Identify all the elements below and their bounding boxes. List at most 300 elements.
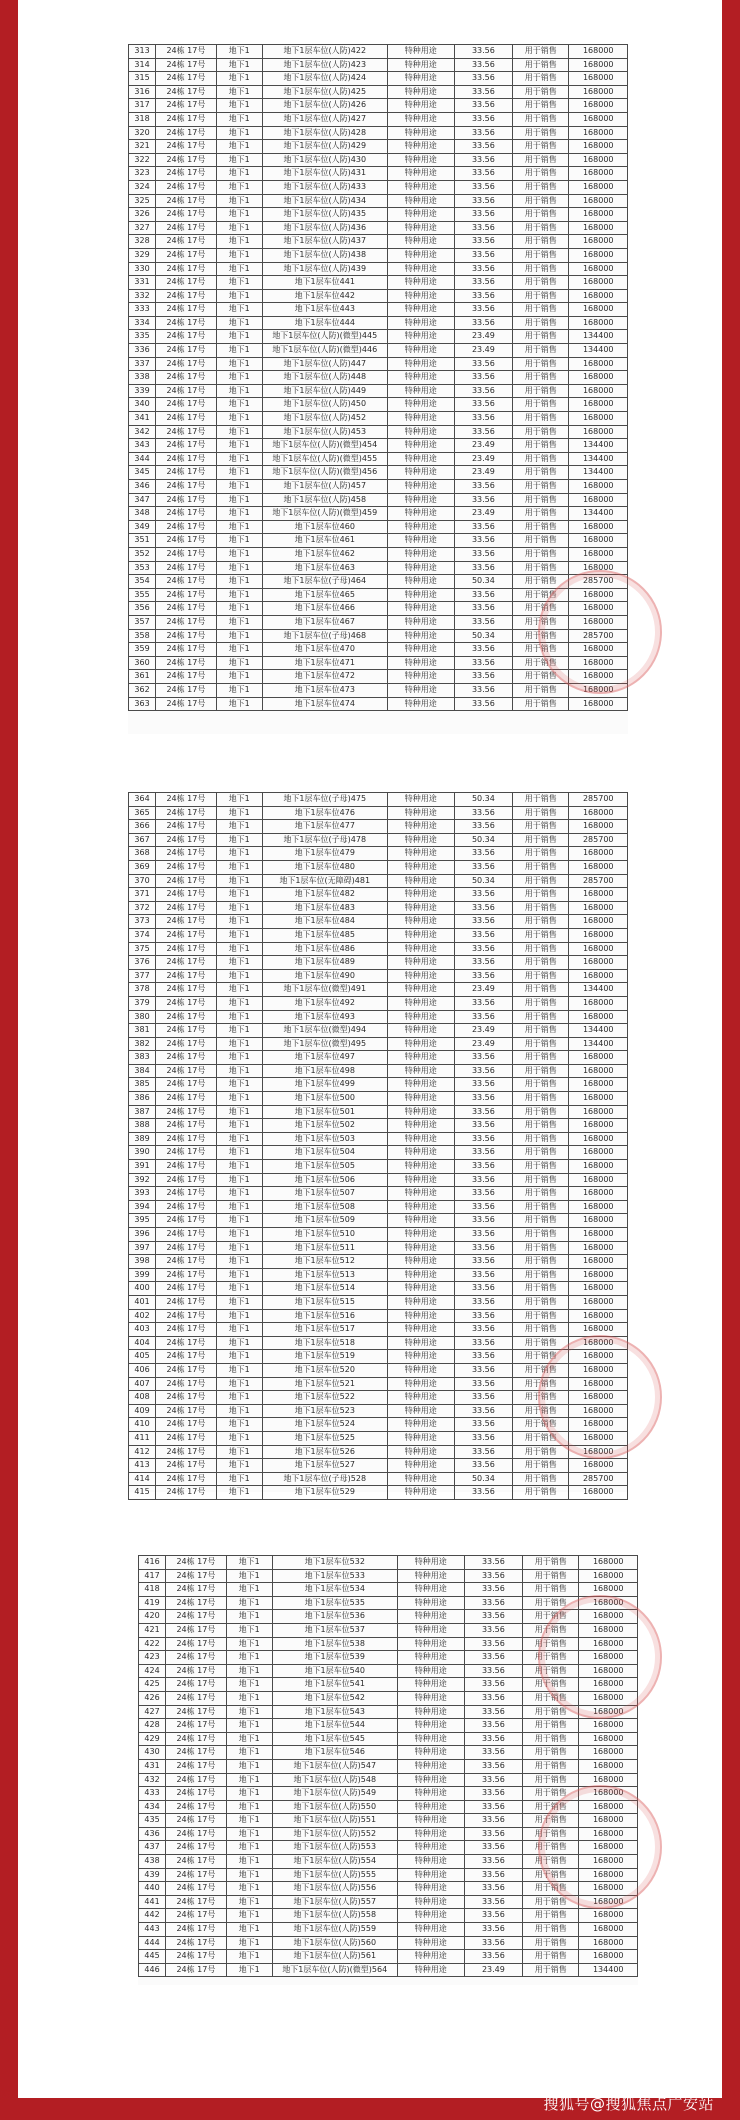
cell-price: 134400 bbox=[569, 466, 628, 480]
cell-usage-type: 特种用途 bbox=[387, 1214, 454, 1228]
table-row bbox=[139, 1596, 638, 1610]
cell-area: 33.56 bbox=[454, 1377, 512, 1391]
cell-usage-type: 特种用途 bbox=[387, 194, 454, 208]
cell-price: 168000 bbox=[569, 956, 628, 970]
cell-sale-status: 用于销售 bbox=[513, 452, 569, 466]
cell-space-name: 地下1层车位441 bbox=[262, 276, 387, 290]
cell-row-number: 369 bbox=[129, 860, 156, 874]
cell-row-number: 332 bbox=[129, 289, 156, 303]
cell-building: 24栋 17号 bbox=[156, 670, 217, 684]
cell-row-number: 436 bbox=[139, 1827, 166, 1841]
cell-usage-type: 特种用途 bbox=[387, 1445, 454, 1459]
cell-building: 24栋 17号 bbox=[156, 1459, 217, 1473]
table-row bbox=[129, 806, 628, 820]
cell-floor: 地下1 bbox=[216, 697, 262, 711]
cell-floor: 地下1 bbox=[216, 180, 262, 194]
table-row bbox=[129, 942, 628, 956]
cell-usage-type: 特种用途 bbox=[387, 1078, 454, 1092]
cell-usage-type: 特种用途 bbox=[397, 1936, 464, 1950]
cell-sale-status: 用于销售 bbox=[523, 1705, 579, 1719]
cell-sale-status: 用于销售 bbox=[523, 1569, 579, 1583]
table-row bbox=[139, 1719, 638, 1733]
cell-row-number: 356 bbox=[129, 602, 156, 616]
cell-price: 168000 bbox=[569, 1160, 628, 1174]
cell-area: 33.56 bbox=[454, 602, 512, 616]
cell-sale-status: 用于销售 bbox=[523, 1936, 579, 1950]
cell-sale-status: 用于销售 bbox=[523, 1719, 579, 1733]
cell-space-name: 地下1层车位466 bbox=[262, 602, 387, 616]
table-row bbox=[129, 629, 628, 643]
cell-floor: 地下1 bbox=[226, 1868, 272, 1882]
cell-price: 168000 bbox=[569, 357, 628, 371]
cell-space-name: 地下1层车位(人防)457 bbox=[262, 480, 387, 494]
cell-sale-status: 用于销售 bbox=[513, 1472, 569, 1486]
cell-area: 33.56 bbox=[454, 112, 512, 126]
table-row bbox=[129, 1051, 628, 1065]
cell-sale-status: 用于销售 bbox=[513, 534, 569, 548]
cell-space-name: 地下1层车位490 bbox=[262, 969, 387, 983]
cell-row-number: 324 bbox=[129, 180, 156, 194]
cell-area: 33.56 bbox=[454, 493, 512, 507]
cell-space-name: 地下1层车位472 bbox=[262, 670, 387, 684]
cell-space-name: 地下1层车位443 bbox=[262, 303, 387, 317]
cell-floor: 地下1 bbox=[216, 480, 262, 494]
table-row bbox=[129, 820, 628, 834]
cell-sale-status: 用于销售 bbox=[513, 480, 569, 494]
cell-area: 33.56 bbox=[464, 1800, 522, 1814]
cell-usage-type: 特种用途 bbox=[387, 1024, 454, 1038]
cell-area: 23.49 bbox=[454, 1024, 512, 1038]
cell-row-number: 435 bbox=[139, 1814, 166, 1828]
table-row bbox=[139, 1569, 638, 1583]
cell-usage-type: 特种用途 bbox=[397, 1569, 464, 1583]
cell-sale-status: 用于销售 bbox=[523, 1596, 579, 1610]
cell-area: 33.56 bbox=[454, 371, 512, 385]
cell-sale-status: 用于销售 bbox=[513, 1105, 569, 1119]
cell-floor: 地下1 bbox=[216, 99, 262, 113]
cell-row-number: 333 bbox=[129, 303, 156, 317]
cell-row-number: 351 bbox=[129, 534, 156, 548]
cell-sale-status: 用于销售 bbox=[523, 1691, 579, 1705]
cell-usage-type: 特种用途 bbox=[387, 303, 454, 317]
cell-space-name: 地下1层车位(人防)458 bbox=[262, 493, 387, 507]
cell-floor: 地下1 bbox=[226, 1923, 272, 1937]
cell-area: 33.56 bbox=[464, 1719, 522, 1733]
table-row bbox=[129, 384, 628, 398]
cell-building: 24栋 17号 bbox=[166, 1895, 227, 1909]
cell-building: 24栋 17号 bbox=[156, 1391, 217, 1405]
cell-sale-status: 用于销售 bbox=[513, 303, 569, 317]
cell-price: 168000 bbox=[569, 1268, 628, 1282]
cell-area: 23.49 bbox=[454, 439, 512, 453]
cell-price: 168000 bbox=[579, 1895, 638, 1909]
cell-area: 33.56 bbox=[454, 1051, 512, 1065]
cell-sale-status: 用于销售 bbox=[513, 330, 569, 344]
cell-sale-status: 用于销售 bbox=[513, 615, 569, 629]
cell-space-name: 地下1层车位505 bbox=[262, 1160, 387, 1174]
cell-price: 168000 bbox=[569, 140, 628, 154]
cell-building: 24栋 17号 bbox=[156, 1024, 217, 1038]
cell-floor: 地下1 bbox=[216, 384, 262, 398]
cell-price: 168000 bbox=[569, 1146, 628, 1160]
cell-usage-type: 特种用途 bbox=[387, 1037, 454, 1051]
cell-floor: 地下1 bbox=[226, 1827, 272, 1841]
cell-price: 134400 bbox=[569, 452, 628, 466]
table-row bbox=[139, 1623, 638, 1637]
document-page-2 bbox=[128, 792, 628, 1497]
cell-floor: 地下1 bbox=[216, 588, 262, 602]
cell-usage-type: 特种用途 bbox=[387, 1051, 454, 1065]
cell-row-number: 364 bbox=[129, 793, 156, 807]
cell-row-number: 441 bbox=[139, 1895, 166, 1909]
cell-building: 24栋 17号 bbox=[156, 1309, 217, 1323]
cell-space-name: 地下1层车位(子母)475 bbox=[262, 793, 387, 807]
cell-floor: 地下1 bbox=[226, 1841, 272, 1855]
cell-row-number: 353 bbox=[129, 561, 156, 575]
cell-row-number: 384 bbox=[129, 1064, 156, 1078]
cell-area: 33.56 bbox=[454, 412, 512, 426]
cell-space-name: 地下1层车位(人防)438 bbox=[262, 248, 387, 262]
cell-building: 24栋 17号 bbox=[156, 1241, 217, 1255]
cell-area: 33.56 bbox=[454, 194, 512, 208]
cell-floor: 地下1 bbox=[216, 1336, 262, 1350]
cell-building: 24栋 17号 bbox=[166, 1637, 227, 1651]
cell-area: 33.56 bbox=[454, 248, 512, 262]
cell-floor: 地下1 bbox=[216, 1445, 262, 1459]
cell-row-number: 345 bbox=[129, 466, 156, 480]
cell-usage-type: 特种用途 bbox=[387, 888, 454, 902]
cell-sale-status: 用于销售 bbox=[513, 1064, 569, 1078]
cell-space-name: 地下1层车位512 bbox=[262, 1255, 387, 1269]
cell-row-number: 358 bbox=[129, 629, 156, 643]
cell-sale-status: 用于销售 bbox=[513, 793, 569, 807]
cell-space-name: 地下1层车位536 bbox=[272, 1610, 397, 1624]
cell-sale-status: 用于销售 bbox=[513, 683, 569, 697]
cell-building: 24栋 17号 bbox=[166, 1827, 227, 1841]
table-row bbox=[139, 1691, 638, 1705]
cell-building: 24栋 17号 bbox=[156, 588, 217, 602]
cell-area: 33.56 bbox=[454, 480, 512, 494]
cell-price: 168000 bbox=[579, 1651, 638, 1665]
cell-space-name: 地下1层车位(人防)(微型)455 bbox=[262, 452, 387, 466]
cell-building: 24栋 17号 bbox=[156, 1132, 217, 1146]
cell-building: 24栋 17号 bbox=[156, 1146, 217, 1160]
cell-space-name: 地下1层车位(人防)429 bbox=[262, 140, 387, 154]
cell-usage-type: 特种用途 bbox=[387, 942, 454, 956]
cell-row-number: 328 bbox=[129, 235, 156, 249]
cell-floor: 地下1 bbox=[216, 1160, 262, 1174]
cell-building: 24栋 17号 bbox=[156, 575, 217, 589]
cell-space-name: 地下1层车位510 bbox=[262, 1228, 387, 1242]
cell-usage-type: 特种用途 bbox=[387, 384, 454, 398]
cell-floor: 地下1 bbox=[226, 1773, 272, 1787]
cell-floor: 地下1 bbox=[216, 412, 262, 426]
cell-building: 24栋 17号 bbox=[156, 316, 217, 330]
cell-sale-status: 用于销售 bbox=[513, 1268, 569, 1282]
cell-row-number: 355 bbox=[129, 588, 156, 602]
table-row bbox=[129, 888, 628, 902]
cell-building: 24栋 17号 bbox=[156, 806, 217, 820]
cell-building: 24栋 17号 bbox=[156, 1404, 217, 1418]
cell-floor: 地下1 bbox=[216, 928, 262, 942]
cell-usage-type: 特种用途 bbox=[387, 588, 454, 602]
cell-price: 285700 bbox=[569, 1472, 628, 1486]
cell-row-number: 331 bbox=[129, 276, 156, 290]
cell-usage-type: 特种用途 bbox=[387, 85, 454, 99]
cell-row-number: 424 bbox=[139, 1664, 166, 1678]
cell-building: 24栋 17号 bbox=[156, 1200, 217, 1214]
table-row bbox=[129, 45, 628, 59]
table-row bbox=[129, 1431, 628, 1445]
cell-area: 33.56 bbox=[454, 956, 512, 970]
cell-price: 168000 bbox=[579, 1746, 638, 1760]
cell-price: 285700 bbox=[569, 833, 628, 847]
cell-building: 24栋 17号 bbox=[166, 1569, 227, 1583]
cell-floor: 地下1 bbox=[226, 1651, 272, 1665]
cell-usage-type: 特种用途 bbox=[387, 1391, 454, 1405]
cell-floor: 地下1 bbox=[216, 1064, 262, 1078]
cell-floor: 地下1 bbox=[216, 643, 262, 657]
cell-row-number: 378 bbox=[129, 983, 156, 997]
cell-floor: 地下1 bbox=[216, 915, 262, 929]
cell-sale-status: 用于销售 bbox=[513, 942, 569, 956]
cell-building: 24栋 17号 bbox=[166, 1787, 227, 1801]
cell-price: 134400 bbox=[569, 1037, 628, 1051]
cell-price: 168000 bbox=[579, 1610, 638, 1624]
table-row bbox=[129, 860, 628, 874]
cell-floor: 地下1 bbox=[216, 547, 262, 561]
cell-sale-status: 用于销售 bbox=[513, 1092, 569, 1106]
cell-space-name: 地下1层车位(人防)551 bbox=[272, 1814, 397, 1828]
cell-row-number: 363 bbox=[129, 697, 156, 711]
cell-usage-type: 特种用途 bbox=[397, 1583, 464, 1597]
table-row bbox=[129, 344, 628, 358]
cell-building: 24栋 17号 bbox=[166, 1596, 227, 1610]
table-row bbox=[129, 99, 628, 113]
cell-building: 24栋 17号 bbox=[156, 1187, 217, 1201]
cell-floor: 地下1 bbox=[216, 1350, 262, 1364]
cell-space-name: 地下1层车位540 bbox=[272, 1664, 397, 1678]
cell-usage-type: 特种用途 bbox=[387, 1323, 454, 1337]
cell-usage-type: 特种用途 bbox=[387, 915, 454, 929]
cell-area: 23.49 bbox=[454, 330, 512, 344]
table-row bbox=[139, 1556, 638, 1570]
cell-usage-type: 特种用途 bbox=[387, 1187, 454, 1201]
cell-row-number: 313 bbox=[129, 45, 156, 59]
cell-price: 168000 bbox=[569, 1092, 628, 1106]
cell-space-name: 地下1层车位532 bbox=[272, 1556, 397, 1570]
cell-space-name: 地下1层车位(人防)422 bbox=[262, 45, 387, 59]
cell-sale-status: 用于销售 bbox=[513, 221, 569, 235]
cell-building: 24栋 17号 bbox=[156, 208, 217, 222]
cell-usage-type: 特种用途 bbox=[387, 167, 454, 181]
cell-floor: 地下1 bbox=[216, 561, 262, 575]
cell-sale-status: 用于销售 bbox=[513, 1228, 569, 1242]
table-row bbox=[129, 520, 628, 534]
cell-area: 33.56 bbox=[454, 915, 512, 929]
cell-price: 168000 bbox=[569, 85, 628, 99]
cell-space-name: 地下1层车位(微型)491 bbox=[262, 983, 387, 997]
cell-usage-type: 特种用途 bbox=[387, 480, 454, 494]
cell-sale-status: 用于销售 bbox=[523, 1909, 579, 1923]
cell-sale-status: 用于销售 bbox=[513, 602, 569, 616]
cell-area: 33.56 bbox=[454, 847, 512, 861]
cell-area: 23.49 bbox=[454, 344, 512, 358]
cell-price: 168000 bbox=[569, 384, 628, 398]
cell-floor: 地下1 bbox=[226, 1963, 272, 1977]
cell-area: 33.56 bbox=[464, 1596, 522, 1610]
cell-area: 33.56 bbox=[454, 1255, 512, 1269]
cell-usage-type: 特种用途 bbox=[397, 1895, 464, 1909]
cell-building: 24栋 17号 bbox=[156, 874, 217, 888]
table-row bbox=[129, 140, 628, 154]
cell-floor: 地下1 bbox=[226, 1569, 272, 1583]
cell-row-number: 394 bbox=[129, 1200, 156, 1214]
cell-sale-status: 用于销售 bbox=[513, 1241, 569, 1255]
cell-price: 168000 bbox=[569, 412, 628, 426]
table-row bbox=[129, 575, 628, 589]
table-row bbox=[129, 303, 628, 317]
cell-price: 168000 bbox=[579, 1691, 638, 1705]
cell-area: 33.56 bbox=[454, 1459, 512, 1473]
table-row bbox=[129, 1119, 628, 1133]
cell-row-number: 368 bbox=[129, 847, 156, 861]
table-row bbox=[129, 1024, 628, 1038]
cell-usage-type: 特种用途 bbox=[387, 561, 454, 575]
cell-building: 24栋 17号 bbox=[156, 1119, 217, 1133]
cell-building: 24栋 17号 bbox=[156, 439, 217, 453]
cell-space-name: 地下1层车位497 bbox=[262, 1051, 387, 1065]
cell-price: 168000 bbox=[569, 480, 628, 494]
cell-area: 33.56 bbox=[454, 425, 512, 439]
table-row bbox=[129, 248, 628, 262]
cell-sale-status: 用于销售 bbox=[523, 1746, 579, 1760]
cell-floor: 地下1 bbox=[216, 452, 262, 466]
cell-area: 33.56 bbox=[454, 683, 512, 697]
cell-area: 33.56 bbox=[454, 1105, 512, 1119]
cell-floor: 地下1 bbox=[216, 820, 262, 834]
cell-floor: 地下1 bbox=[216, 371, 262, 385]
cell-sale-status: 用于销售 bbox=[513, 439, 569, 453]
cell-row-number: 398 bbox=[129, 1255, 156, 1269]
table-row bbox=[129, 1295, 628, 1309]
cell-price: 168000 bbox=[579, 1909, 638, 1923]
cell-building: 24栋 17号 bbox=[156, 398, 217, 412]
cell-usage-type: 特种用途 bbox=[387, 276, 454, 290]
cell-price: 168000 bbox=[569, 928, 628, 942]
cell-floor: 地下1 bbox=[216, 344, 262, 358]
cell-usage-type: 特种用途 bbox=[387, 996, 454, 1010]
cell-usage-type: 特种用途 bbox=[387, 860, 454, 874]
cell-sale-status: 用于销售 bbox=[513, 153, 569, 167]
cell-space-name: 地下1层车位484 bbox=[262, 915, 387, 929]
cell-building: 24栋 17号 bbox=[156, 1445, 217, 1459]
cell-row-number: 403 bbox=[129, 1323, 156, 1337]
cell-area: 33.56 bbox=[454, 1418, 512, 1432]
cell-floor: 地下1 bbox=[216, 1024, 262, 1038]
cell-sale-status: 用于销售 bbox=[513, 167, 569, 181]
cell-space-name: 地下1层车位(人防)426 bbox=[262, 99, 387, 113]
cell-floor: 地下1 bbox=[226, 1855, 272, 1869]
cell-price: 168000 bbox=[579, 1759, 638, 1773]
cell-space-name: 地下1层车位523 bbox=[262, 1404, 387, 1418]
cell-space-name: 地下1层车位489 bbox=[262, 956, 387, 970]
cell-price: 168000 bbox=[579, 1732, 638, 1746]
cell-row-number: 366 bbox=[129, 820, 156, 834]
table-row bbox=[129, 85, 628, 99]
cell-sale-status: 用于销售 bbox=[513, 1336, 569, 1350]
parking-table-page-3 bbox=[138, 1555, 638, 1977]
cell-building: 24栋 17号 bbox=[156, 289, 217, 303]
cell-building: 24栋 17号 bbox=[156, 996, 217, 1010]
cell-price: 168000 bbox=[569, 915, 628, 929]
cell-row-number: 322 bbox=[129, 153, 156, 167]
cell-area: 33.56 bbox=[454, 208, 512, 222]
cell-floor: 地下1 bbox=[216, 248, 262, 262]
cell-floor: 地下1 bbox=[226, 1814, 272, 1828]
cell-usage-type: 特种用途 bbox=[387, 330, 454, 344]
cell-row-number: 399 bbox=[129, 1268, 156, 1282]
cell-row-number: 372 bbox=[129, 901, 156, 915]
cell-floor: 地下1 bbox=[226, 1610, 272, 1624]
cell-sale-status: 用于销售 bbox=[513, 956, 569, 970]
cell-sale-status: 用于销售 bbox=[513, 99, 569, 113]
cell-row-number: 418 bbox=[139, 1583, 166, 1597]
cell-space-name: 地下1层车位460 bbox=[262, 520, 387, 534]
table-row bbox=[129, 1214, 628, 1228]
cell-building: 24栋 17号 bbox=[156, 1255, 217, 1269]
cell-space-name: 地下1层车位(子母)478 bbox=[262, 833, 387, 847]
cell-floor: 地下1 bbox=[216, 1010, 262, 1024]
cell-floor: 地下1 bbox=[226, 1950, 272, 1964]
cell-price: 168000 bbox=[569, 1350, 628, 1364]
cell-floor: 地下1 bbox=[226, 1787, 272, 1801]
cell-usage-type: 特种用途 bbox=[387, 262, 454, 276]
cell-price: 168000 bbox=[569, 1363, 628, 1377]
cell-area: 33.56 bbox=[454, 656, 512, 670]
cell-floor: 地下1 bbox=[216, 1295, 262, 1309]
cell-price: 168000 bbox=[569, 153, 628, 167]
table-row bbox=[139, 1936, 638, 1950]
cell-usage-type: 特种用途 bbox=[387, 1010, 454, 1024]
cell-area: 33.56 bbox=[454, 820, 512, 834]
cell-building: 24栋 17号 bbox=[166, 1773, 227, 1787]
cell-area: 33.56 bbox=[454, 140, 512, 154]
cell-usage-type: 特种用途 bbox=[387, 1404, 454, 1418]
cell-building: 24栋 17号 bbox=[156, 656, 217, 670]
cell-usage-type: 特种用途 bbox=[397, 1868, 464, 1882]
table-row bbox=[129, 425, 628, 439]
cell-space-name: 地下1层车位499 bbox=[262, 1078, 387, 1092]
cell-row-number: 419 bbox=[139, 1596, 166, 1610]
cell-usage-type: 特种用途 bbox=[387, 1295, 454, 1309]
cell-building: 24栋 17号 bbox=[156, 1377, 217, 1391]
cell-area: 23.49 bbox=[454, 466, 512, 480]
cell-price: 168000 bbox=[579, 1664, 638, 1678]
cell-floor: 地下1 bbox=[216, 425, 262, 439]
cell-usage-type: 特种用途 bbox=[397, 1923, 464, 1937]
cell-space-name: 地下1层车位482 bbox=[262, 888, 387, 902]
cell-sale-status: 用于销售 bbox=[513, 697, 569, 711]
cell-row-number: 425 bbox=[139, 1678, 166, 1692]
cell-space-name: 地下1层车位(人防)557 bbox=[272, 1895, 397, 1909]
cell-price: 285700 bbox=[569, 629, 628, 643]
cell-floor: 地下1 bbox=[216, 1459, 262, 1473]
cell-sale-status: 用于销售 bbox=[513, 384, 569, 398]
cell-usage-type: 特种用途 bbox=[387, 344, 454, 358]
cell-space-name: 地下1层车位480 bbox=[262, 860, 387, 874]
cell-sale-status: 用于销售 bbox=[513, 1377, 569, 1391]
